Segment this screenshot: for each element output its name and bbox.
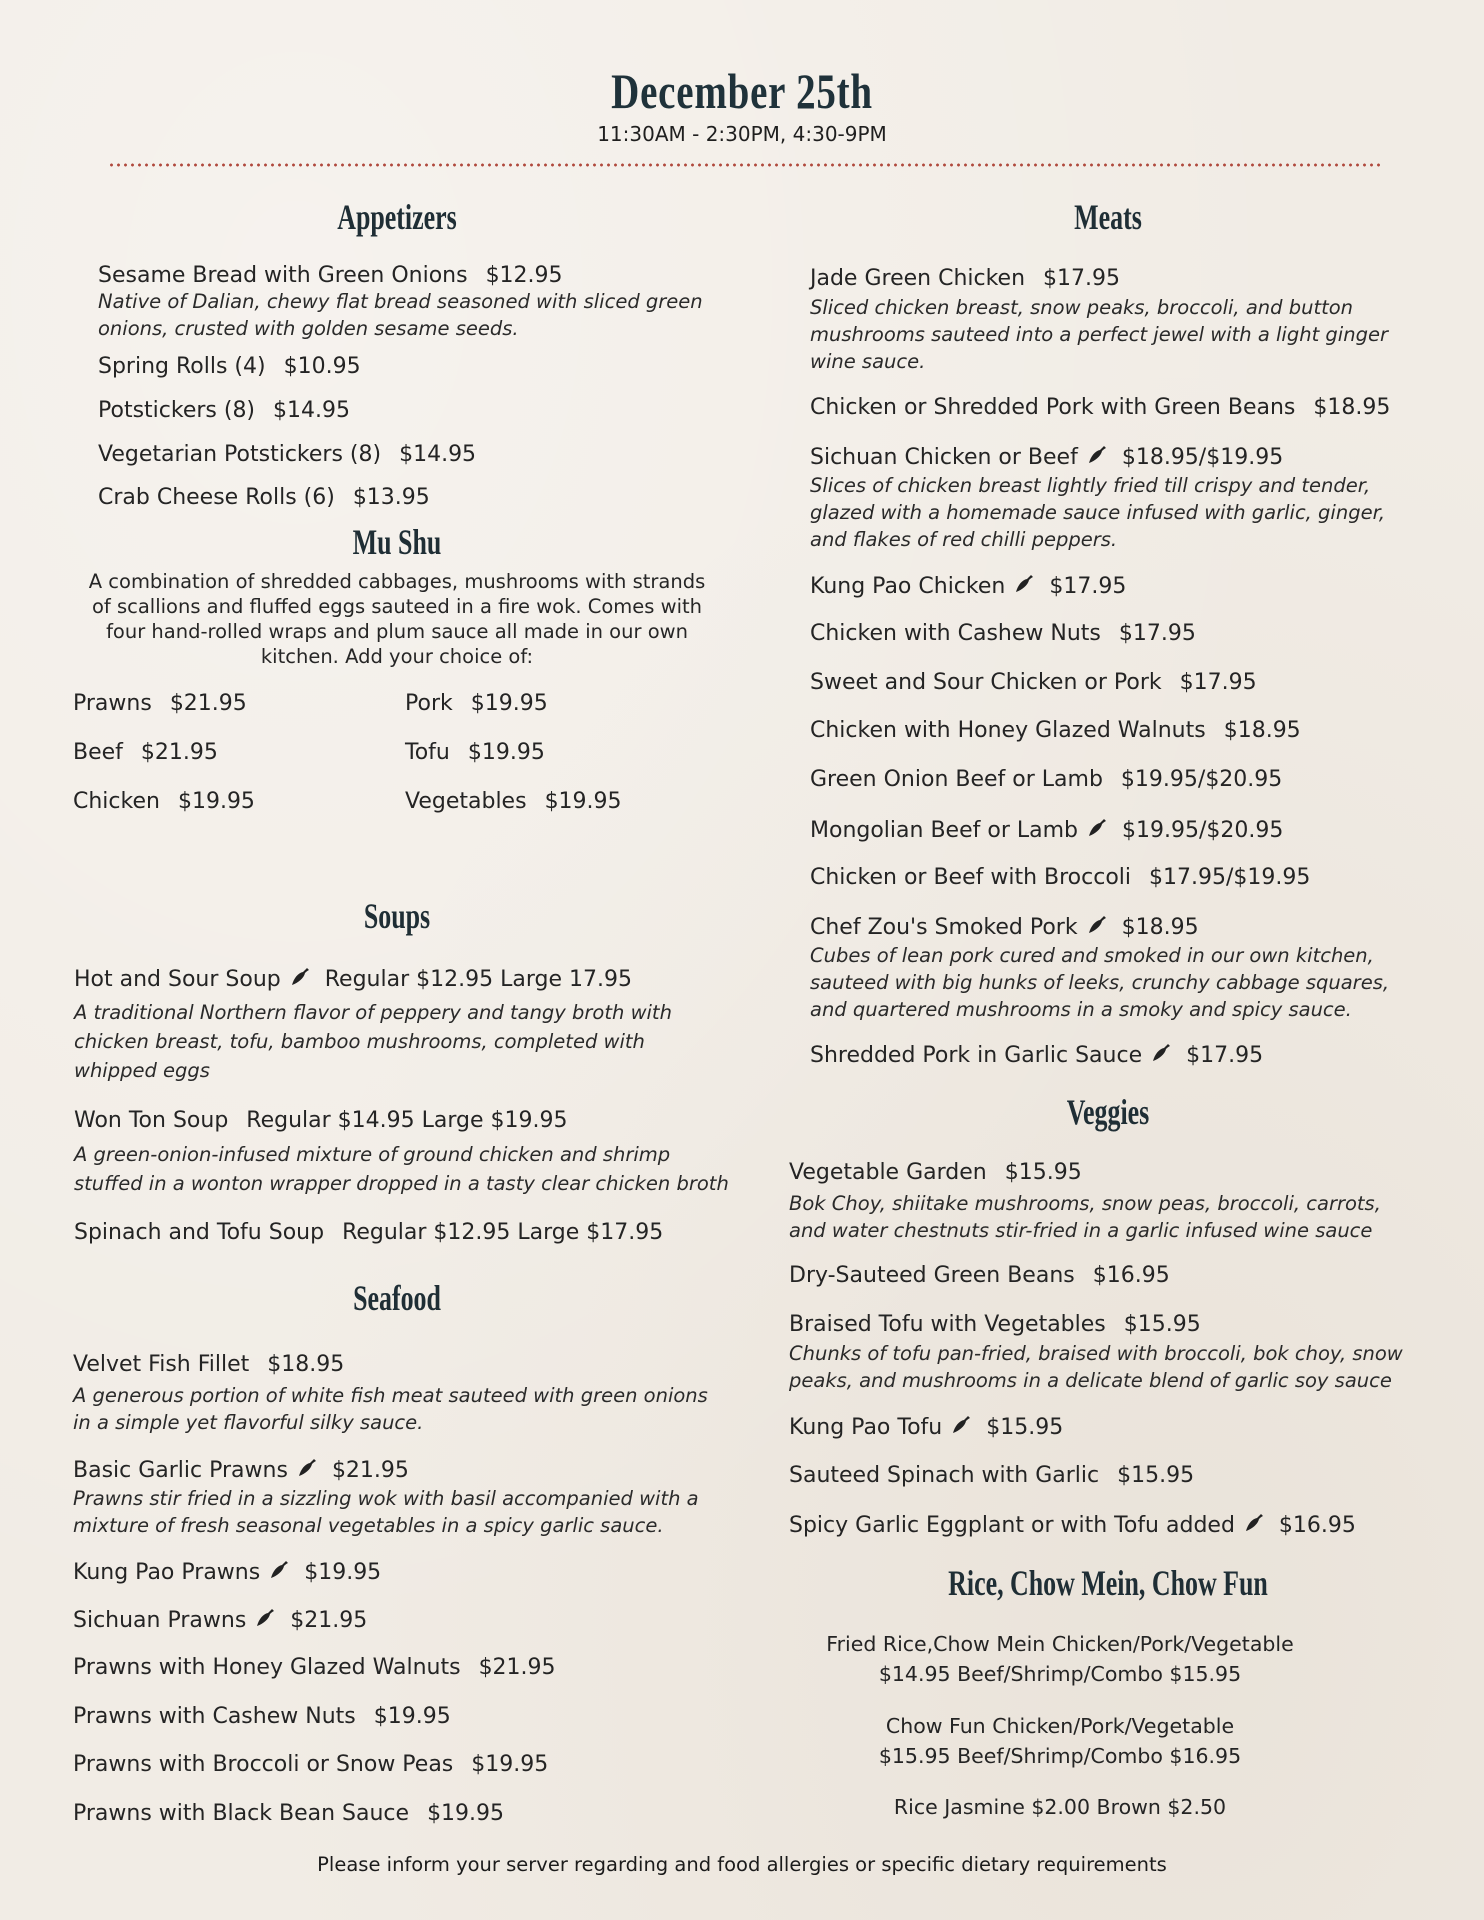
menu-item: [810, 670, 1257, 695]
option-price: $21.95: [169, 691, 247, 716]
item-name: Velvet Fish Fillet: [73, 1352, 250, 1377]
item-price: $18.95: [1313, 395, 1391, 420]
menu-item: [789, 1160, 1082, 1185]
item-price: $19.95/$20.95: [1122, 818, 1284, 843]
option-price: $19.95: [177, 789, 255, 814]
chili-pepper-icon: [1086, 817, 1108, 845]
item-name: Green Onion Beef or Lamb: [810, 767, 1103, 792]
menu-item: [810, 767, 1282, 792]
menu-item: [73, 1607, 367, 1635]
item-name: Sesame Bread with Green Onions: [98, 263, 468, 288]
menu-item: [789, 1263, 1170, 1288]
item-name: Prawns with Black Bean Sauce: [73, 1801, 410, 1826]
item-price: Regular $12.95 Large 17.95: [324, 967, 632, 992]
menu-item: [810, 444, 1283, 472]
item-price: $21.95: [290, 1608, 368, 1633]
menu-item: [810, 1042, 1263, 1070]
veggies-heading: Veggies: [1066, 1092, 1150, 1132]
menu-item: [73, 1704, 451, 1729]
item-price: $15.95: [1004, 1160, 1082, 1185]
chili-pepper-icon: [1013, 573, 1035, 601]
dotted-divider: [108, 162, 1382, 168]
item-price: $19.95: [471, 1752, 549, 1777]
item-name: Prawns with Cashew Nuts: [73, 1704, 356, 1729]
menu-item: [98, 263, 563, 288]
soups-heading: Soups: [363, 896, 431, 936]
chili-pepper-icon: [296, 1457, 318, 1485]
menu-item: [98, 398, 350, 423]
item-name: Won Ton Soup: [74, 1108, 229, 1133]
mushu-heading: Mu Shu: [352, 522, 442, 562]
item-name: Kung Pao Prawns: [73, 1560, 261, 1585]
menu-item: [789, 1463, 1194, 1488]
mushu-intro: A combination of shredded cabbages, mushrooms with strands of scallions and fluffed eggs sauteed in a fire wok. Comes with four hand-rolled wraps and plum sauce all made in our own kitchen. Add your choice of:: [88, 570, 706, 668]
item-description: Prawns stir fried in a sizzling wok with basil accompanied with a mixture of fresh seasonal vegetables in a spicy garlic sauce.: [73, 1487, 699, 1537]
item-name: Prawns with Honey Glazed Walnuts: [73, 1655, 461, 1680]
item-name: Jade Green Chicken: [810, 266, 1026, 291]
menu-item: [73, 1457, 409, 1485]
menu-item: [74, 966, 632, 994]
item-price: $14.95: [399, 442, 477, 467]
item-price: $19.95: [373, 1704, 451, 1729]
item-price: $18.95: [1121, 915, 1199, 940]
item-price: $21.95: [478, 1655, 556, 1680]
option-name: Tofu: [405, 740, 450, 765]
item-description: A generous portion of white fish meat sauteed with green onions in a simple yet flavorful silky sauce.: [73, 1384, 708, 1434]
seafood-heading: Seafood: [353, 1278, 441, 1318]
option-name: Pork: [405, 691, 453, 716]
mushu-option: [73, 691, 247, 716]
option-price: $19.95: [470, 691, 548, 716]
item-price: $18.95/$19.95: [1121, 445, 1284, 470]
item-price: $18.95: [1223, 718, 1301, 743]
menu-item: [98, 354, 361, 379]
item-name: Kung Pao Chicken: [810, 574, 1006, 599]
meats-heading: Meats: [1074, 197, 1142, 237]
rice-line: Fried Rice,Chow Mein Chicken/Pork/Vegetable: [826, 1632, 1294, 1656]
item-price: $10.95: [283, 354, 361, 379]
option-name: Chicken: [73, 789, 160, 814]
item-price: $15.95: [986, 1415, 1064, 1440]
item-price: $17.95: [1118, 621, 1196, 646]
appetizers-heading: Appetizers: [337, 197, 457, 237]
item-price: $19.95: [304, 1560, 382, 1585]
item-price: $21.95: [331, 1458, 409, 1483]
chili-pepper-icon: [1086, 914, 1108, 942]
rice-line: Rice Jasmine $2.00 Brown $2.50: [893, 1795, 1227, 1819]
item-price: $17.95: [1186, 1043, 1264, 1068]
menu-item: [74, 1108, 568, 1133]
item-price: $17.95/$19.95: [1149, 865, 1311, 890]
item-name: Prawns with Broccoli or Snow Peas: [73, 1752, 454, 1777]
item-description: Bok Choy, shiitake mushrooms, snow peas, broccoli, carrots, and water chestnuts stir-fried in a garlic infused wine sauce: [789, 1192, 1381, 1242]
chili-pepper-icon: [1086, 444, 1108, 472]
item-name: Spring Rolls (4): [98, 354, 266, 379]
item-price: $19.95/$20.95: [1120, 767, 1283, 792]
item-name: Chef Zou's Smoked Pork: [810, 915, 1078, 940]
menu-item: [98, 485, 430, 510]
item-price: $17.95: [1179, 670, 1257, 695]
item-name: Sweet and Sour Chicken or Pork: [810, 670, 1162, 695]
item-price: Regular $12.95 Large $17.95: [342, 1220, 664, 1245]
menu-item: [810, 914, 1199, 942]
rice-line: $14.95 Beef/Shrimp/Combo $15.95: [878, 1662, 1242, 1686]
item-name: Basic Garlic Prawns: [73, 1458, 288, 1483]
chili-pepper-icon: [268, 1559, 290, 1587]
rice-line: Chow Fun Chicken/Pork/Vegetable: [885, 1714, 1235, 1738]
item-name: Braised Tofu with Vegetables: [789, 1312, 1106, 1337]
item-name: Mongolian Beef or Lamb: [810, 818, 1078, 843]
mushu-option: [73, 789, 255, 814]
menu-item: [73, 1352, 344, 1377]
item-price: $12.95: [485, 263, 563, 288]
menu-item: [810, 395, 1390, 420]
item-name: Sichuan Chicken or Beef: [810, 445, 1078, 470]
mushu-option: [73, 740, 218, 765]
item-price: $19.95: [427, 1801, 505, 1826]
menu-item: [810, 573, 1126, 601]
menu-item: [73, 1655, 556, 1680]
item-name: Spicy Garlic Eggplant or with Tofu added: [789, 1513, 1235, 1538]
chili-pepper-icon: [950, 1414, 972, 1442]
item-description: Chunks of tofu pan-fried, braised with broccoli, bok choy, snow peaks, and mushrooms in a delicate blend of garlic soy sauce: [789, 1342, 1403, 1392]
item-name: Hot and Sour Soup: [74, 967, 281, 992]
chili-pepper-icon: [289, 966, 311, 994]
item-name: Sauteed Spinach with Garlic: [789, 1463, 1100, 1488]
menu-hours: 11:30AM - 2:30PM, 4:30-9PM: [597, 122, 887, 146]
option-price: $19.95: [467, 740, 545, 765]
item-price: $14.95: [273, 398, 351, 423]
item-name: Vegetarian Potstickers (8): [98, 442, 382, 467]
item-price: $15.95: [1123, 1312, 1201, 1337]
item-name: Chicken or Beef with Broccoli: [810, 865, 1131, 890]
item-price: Regular $14.95 Large $19.95: [246, 1108, 568, 1133]
mushu-option: [405, 691, 548, 716]
rice-heading: Rice, Chow Mein, Chow Fun: [948, 1563, 1268, 1603]
menu-item: [789, 1312, 1201, 1337]
chili-pepper-icon: [254, 1607, 276, 1635]
menu-item: [810, 718, 1301, 743]
option-price: $21.95: [140, 740, 218, 765]
menu-item: [74, 1220, 663, 1245]
item-name: Kung Pao Tofu: [789, 1415, 943, 1440]
item-name: Vegetable Garden: [789, 1160, 987, 1185]
menu-item: [810, 621, 1196, 646]
menu-item: [810, 817, 1283, 845]
menu-item: [789, 1512, 1356, 1540]
item-name: Chicken with Cashew Nuts: [810, 621, 1101, 646]
item-description: Native of Dalian, chewy flat bread seasoned with sliced green onions, crusted with golden sesame seeds.: [98, 290, 703, 340]
menu-item: [73, 1752, 548, 1777]
menu-item: [73, 1559, 381, 1587]
item-description: Sliced chicken breast, snow peaks, broccoli, and button mushrooms sauteed into a perfect jewel with a light ginger wine sauce.: [810, 296, 1388, 373]
menu-item: [810, 865, 1310, 890]
chili-pepper-icon: [1150, 1042, 1172, 1070]
item-price: $16.95: [1278, 1513, 1356, 1538]
option-name: Prawns: [73, 691, 152, 716]
item-description: A traditional Northern flavor of peppery and tangy broth with chicken breast, tofu, bamboo mushrooms, completed with whipped eggs: [74, 1001, 672, 1082]
item-name: Dry-Sauteed Green Beans: [789, 1263, 1075, 1288]
menu-item: [98, 442, 476, 467]
item-price: $17.95: [1049, 574, 1127, 599]
item-description: Slices of chicken breast lightly fried till crispy and tender, glazed with a homemade sauce infused with garlic, ginger, and flakes of red chilli peppers.: [810, 474, 1386, 551]
menu-item: [810, 266, 1120, 291]
option-price: $19.95: [544, 789, 622, 814]
item-name: Chicken or Shredded Pork with Green Beans: [810, 395, 1296, 420]
item-name: Potstickers (8): [98, 398, 256, 423]
item-price: $18.95: [267, 1352, 345, 1377]
option-name: Vegetables: [405, 789, 527, 814]
item-name: Spinach and Tofu Soup: [74, 1220, 325, 1245]
allergy-notice: Please inform your server regarding and food allergies or specific dietary requirements: [317, 1853, 1167, 1876]
rice-line: $15.95 Beef/Shrimp/Combo $16.95: [878, 1744, 1242, 1768]
menu-item: [789, 1414, 1063, 1442]
item-description: A green-onion-infused mixture of ground chicken and shrimp stuffed in a wonton wrapper dropped in a tasty clear chicken broth: [74, 1143, 729, 1195]
item-name: Shredded Pork in Garlic Sauce: [810, 1043, 1143, 1068]
mushu-option: [405, 740, 545, 765]
item-price: $16.95: [1092, 1263, 1170, 1288]
menu-item: [73, 1801, 504, 1826]
mushu-option: [405, 789, 622, 814]
item-description: Cubes of lean pork cured and smoked in our own kitchen, sauteed with big hunks of leeks, crunchy cabbage squares, and quartered mushrooms in a smoky and spicy sauce.: [810, 944, 1390, 1021]
item-name: Chicken with Honey Glazed Walnuts: [810, 718, 1206, 743]
chili-pepper-icon: [1243, 1512, 1265, 1540]
item-price: $13.95: [352, 485, 430, 510]
menu-date-title: December 25th: [611, 63, 873, 119]
option-name: Beef: [73, 740, 123, 765]
item-price: $15.95: [1117, 1463, 1195, 1488]
item-price: $17.95: [1043, 266, 1121, 291]
item-name: Sichuan Prawns: [73, 1608, 247, 1633]
item-name: Crab Cheese Rolls (6): [98, 485, 335, 510]
